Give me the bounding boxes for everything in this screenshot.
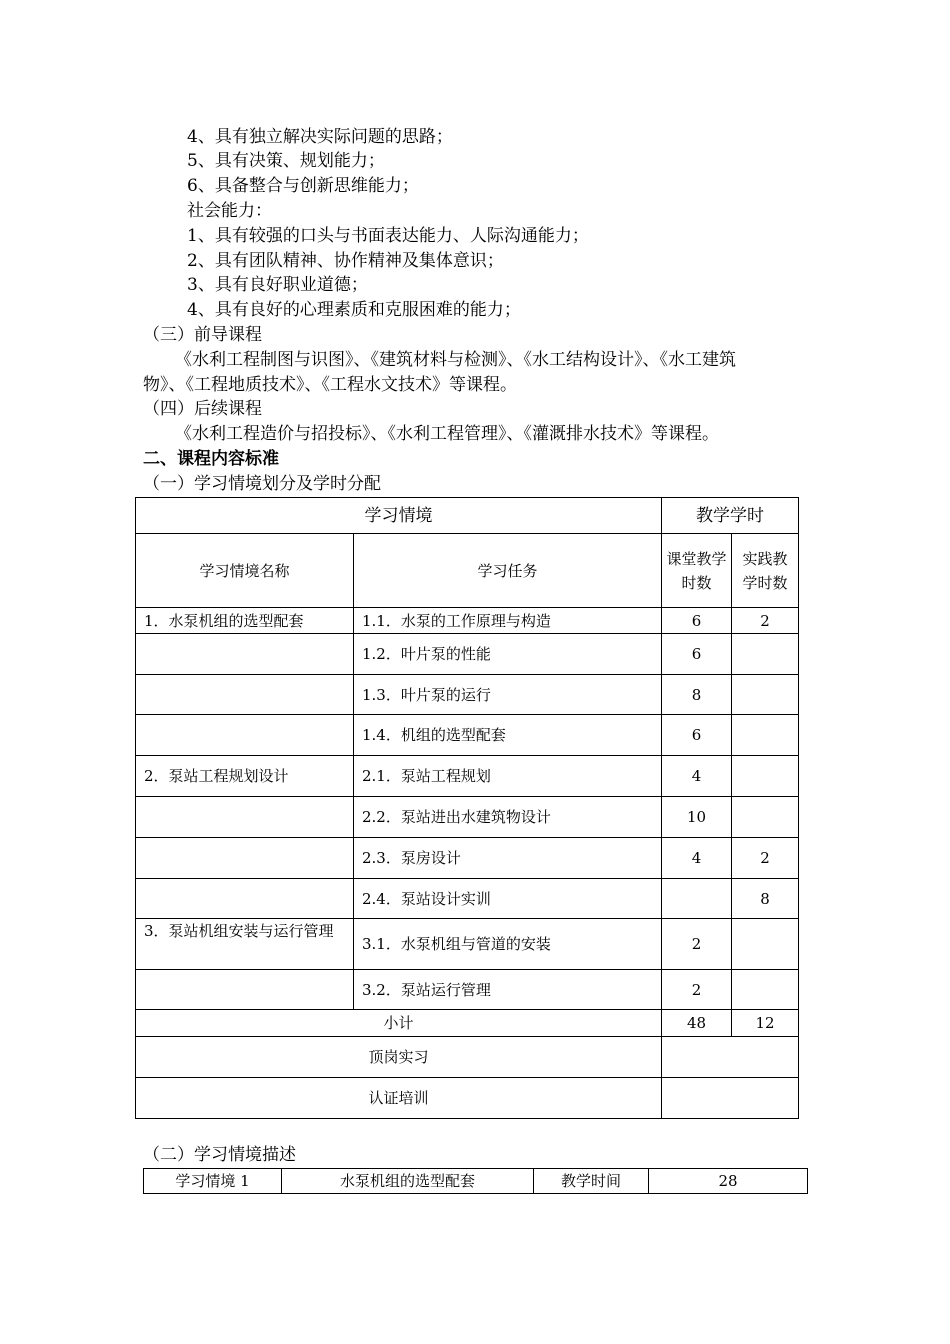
subtotal-practice-hours: 12 (732, 1010, 799, 1037)
ability-line: 1、具有较强的口头与书面表达能力、人际沟通能力； (187, 226, 589, 246)
row-situation-name (136, 715, 354, 756)
followup-heading: （四）后续课程 (143, 399, 262, 419)
prereq-heading: （三）前导课程 (143, 325, 262, 345)
table-row (136, 715, 799, 756)
table-row (136, 608, 799, 634)
row-task: 3.2．泵站运行管理 (354, 970, 662, 1010)
row-practice-hours (732, 756, 799, 797)
situation-description-table (143, 1168, 808, 1194)
row-practice-hours (732, 919, 799, 970)
subsection-heading: （二）学习情境描述 (143, 1145, 296, 1165)
social-ability-heading: 社会能力： (187, 201, 272, 221)
table-row (136, 838, 799, 879)
situation-label: 学习情境 1 (144, 1169, 282, 1194)
ability-line: 5、具有决策、规划能力； (187, 151, 385, 171)
situation-value: 水泵机组的选型配套 (282, 1169, 534, 1194)
row-situation-name (136, 879, 354, 919)
internship-label: 顶岗实习 (136, 1037, 662, 1078)
row-practice-hours (732, 970, 799, 1010)
teaching-time-label: 教学时间 (534, 1169, 649, 1194)
table-row (136, 970, 799, 1010)
row-class-hours (662, 879, 732, 919)
row-situation-name: 1．水泵机组的选型配套 (136, 608, 354, 634)
ability-line: 2、具有团队精神、协作精神及集体意识； (187, 251, 504, 271)
ability-line: 4、具有良好的心理素质和克服困难的能力； (187, 300, 521, 320)
section-heading: 二、课程内容标准 (143, 449, 279, 469)
prereq-text: 物》、《工程地质技术》、《工程水文技术》等课程。 (143, 375, 517, 395)
row-class-hours: 6 (662, 608, 732, 634)
row-class-hours: 2 (662, 970, 732, 1010)
row-situation-name (136, 970, 354, 1010)
row-task: 1.2．叶片泵的性能 (354, 634, 662, 675)
row-practice-hours: 2 (732, 838, 799, 879)
row-task: 3.1．水泵机组与管道的安装 (354, 919, 662, 970)
subtotal-row (136, 1010, 799, 1037)
subtotal-label: 小计 (136, 1010, 662, 1037)
row-practice-hours: 2 (732, 608, 799, 634)
column-header-name: 学习情境名称 (136, 534, 354, 608)
row-task: 1.1．水泵的工作原理与构造 (354, 608, 662, 634)
ability-line: 6、具备整合与创新思维能力； (187, 176, 419, 196)
hours-allocation-table (135, 497, 799, 1119)
table-row (136, 675, 799, 715)
row-class-hours: 6 (662, 634, 732, 675)
header-hours: 教学学时 (662, 498, 799, 534)
subsection-heading: （一）学习情境划分及学时分配 (143, 474, 381, 494)
table-row (136, 879, 799, 919)
prereq-text: 《水利工程制图与识图》、《建筑材料与检测》、《水工结构设计》、《水工建筑 (175, 350, 736, 370)
row-situation-name (136, 838, 354, 879)
row-task: 2.2．泵站进出水建筑物设计 (354, 797, 662, 838)
row-class-hours: 4 (662, 838, 732, 879)
row-task: 1.4．机组的选型配套 (354, 715, 662, 756)
row-situation-name (136, 634, 354, 675)
row-class-hours: 2 (662, 919, 732, 970)
row-situation-name: 2．泵站工程规划设计 (136, 756, 354, 797)
row-class-hours: 10 (662, 797, 732, 838)
row-class-hours: 4 (662, 756, 732, 797)
column-header-practice-hours: 实践教学时数 (732, 534, 799, 608)
table-row (136, 797, 799, 838)
row-practice-hours: 8 (732, 879, 799, 919)
row-situation-name (136, 675, 354, 715)
row-practice-hours (732, 634, 799, 675)
row-task: 2.4．泵站设计实训 (354, 879, 662, 919)
internship-row (136, 1037, 799, 1078)
row-practice-hours (732, 675, 799, 715)
column-header-task: 学习任务 (354, 534, 662, 608)
header-situation: 学习情境 (136, 498, 662, 534)
row-practice-hours (732, 797, 799, 838)
certification-row (136, 1078, 799, 1119)
ability-line: 4、具有独立解决实际问题的思路； (187, 127, 453, 147)
row-task: 1.3．叶片泵的运行 (354, 675, 662, 715)
certification-label: 认证培训 (136, 1078, 662, 1119)
subtotal-class-hours: 48 (662, 1010, 732, 1037)
table-row (136, 756, 799, 797)
column-header-class-hours: 课堂教学时数 (662, 534, 732, 608)
table-row (136, 634, 799, 675)
row-class-hours: 8 (662, 675, 732, 715)
teaching-time-value: 28 (649, 1169, 808, 1194)
followup-text: 《水利工程造价与招投标》、《水利工程管理》、《灌溉排水技术》等课程。 (175, 424, 719, 444)
row-situation-name: 3．泵站机组安装与运行管理 (136, 919, 354, 970)
table-row (136, 919, 799, 970)
row-task: 2.1．泵站工程规划 (354, 756, 662, 797)
row-class-hours: 6 (662, 715, 732, 756)
row-practice-hours (732, 715, 799, 756)
certification-hours (662, 1078, 799, 1119)
ability-line: 3、具有良好职业道德； (187, 275, 368, 295)
row-task: 2.3．泵房设计 (354, 838, 662, 879)
row-situation-name (136, 797, 354, 838)
internship-hours (662, 1037, 799, 1078)
